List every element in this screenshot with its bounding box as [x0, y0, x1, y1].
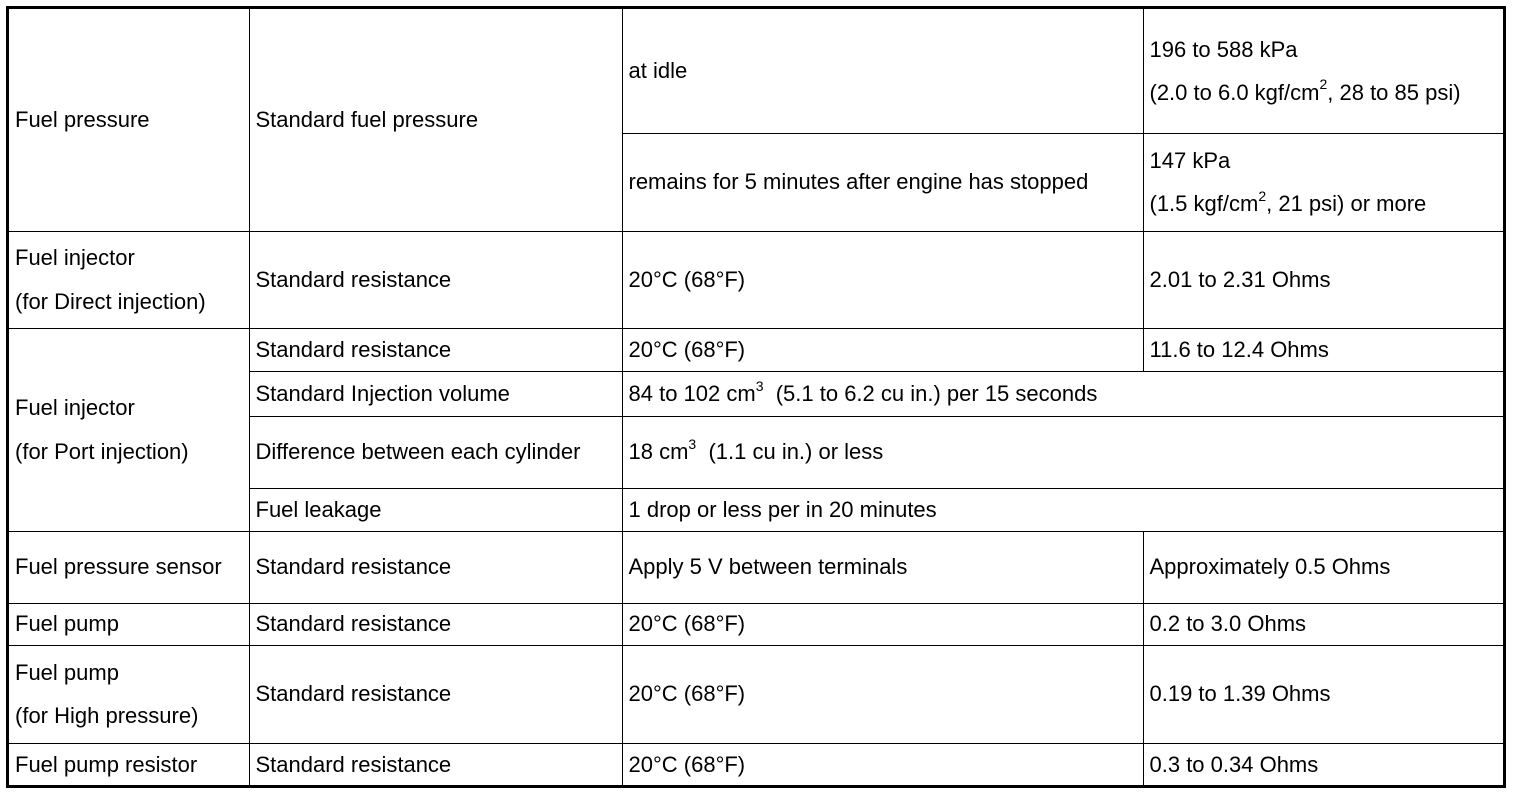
item-cell	[9, 531, 249, 603]
table-row	[9, 231, 1503, 328]
item-label: Fuel injector	[15, 245, 135, 271]
value-cell	[1143, 231, 1503, 328]
condition-text: 20°C (68°F)	[628, 611, 746, 637]
table-row	[9, 645, 1503, 743]
value-text: 147 kPa	[1149, 147, 1231, 173]
value-text: 0.3 to 0.34 Ohms	[1149, 751, 1319, 777]
value-text: 196 to 588 kPa	[1149, 36, 1298, 62]
value-cell	[1143, 531, 1503, 603]
condition-text: remains for 5 minutes after engine has stopped	[628, 169, 1089, 195]
check-label: Fuel leakage	[255, 496, 382, 522]
check-label: Difference between each cylinder	[255, 439, 581, 465]
condition-cell	[622, 328, 1143, 371]
check-cell	[249, 9, 622, 231]
value-cell	[1143, 328, 1503, 371]
value-cell	[1143, 743, 1503, 785]
condition-cell	[622, 645, 1143, 743]
condition-cell	[622, 531, 1143, 603]
value-text: 1 drop or less per in 20 minutes	[628, 496, 937, 522]
value-text: (1.5 kgf/$cm^2$, 21 psi) or more	[1149, 187, 1427, 216]
item-label: Fuel pump	[15, 611, 119, 637]
table-row	[9, 603, 1503, 645]
item-cell	[9, 743, 249, 785]
item-sublabel: (for Port injection)	[15, 438, 189, 464]
item-sublabel: (for Direct injection)	[15, 288, 206, 314]
condition-cell	[622, 133, 1143, 231]
value-cell	[622, 416, 1503, 488]
condition-cell	[622, 231, 1143, 328]
check-cell	[249, 371, 622, 416]
item-label: Fuel injector	[15, 395, 135, 421]
check-cell	[249, 743, 622, 785]
table-row	[9, 9, 1503, 133]
condition-text: 20°C (68°F)	[628, 266, 746, 292]
item-label: Fuel pump resistor	[15, 751, 198, 777]
condition-text: 20°C (68°F)	[628, 681, 746, 707]
check-label: Standard resistance	[255, 751, 452, 777]
check-cell	[249, 416, 622, 488]
check-cell	[249, 488, 622, 531]
value-cell	[622, 488, 1503, 531]
value-cell	[1143, 645, 1503, 743]
value-cell	[622, 371, 1503, 416]
check-label: Standard resistance	[255, 336, 452, 362]
check-cell	[249, 231, 622, 328]
value-text: (2.0 to 6.0 kgf/$cm^2$, 28 to 85 psi)	[1149, 76, 1461, 105]
item-cell	[9, 231, 249, 328]
fuel-system-spec-table	[9, 9, 1503, 785]
item-label: Fuel pressure sensor	[15, 554, 222, 580]
value-text: 11.6 to 12.4 Ohms	[1149, 336, 1329, 362]
check-cell	[249, 645, 622, 743]
spec-sheet	[6, 6, 1506, 788]
condition-cell	[622, 743, 1143, 785]
table-row	[9, 743, 1503, 785]
condition-text: Apply 5 V between terminals	[628, 554, 908, 580]
condition-text: at idle	[628, 58, 688, 84]
check-label: Standard resistance	[255, 681, 452, 707]
check-label: Standard resistance	[255, 554, 452, 580]
check-cell	[249, 603, 622, 645]
check-label: Standard fuel pressure	[255, 107, 479, 133]
item-cell	[9, 645, 249, 743]
condition-cell	[622, 603, 1143, 645]
item-cell	[9, 9, 249, 231]
value-text: 18 $cm^3$ (1.1 cu in.) or less	[628, 436, 884, 465]
condition-cell	[622, 9, 1143, 133]
check-cell	[249, 328, 622, 371]
value-cell	[1143, 9, 1503, 133]
value-cell	[1143, 133, 1503, 231]
table-row	[9, 328, 1503, 371]
table-row	[9, 531, 1503, 603]
item-cell	[9, 603, 249, 645]
check-label: Standard Injection volume	[255, 380, 510, 406]
check-label: Standard resistance	[255, 266, 452, 292]
condition-text: 20°C (68°F)	[628, 751, 746, 777]
value-text: 2.01 to 2.31 Ohms	[1149, 266, 1331, 292]
value-text: 0.19 to 1.39 Ohms	[1149, 681, 1331, 707]
item-cell	[9, 328, 249, 531]
value-text: 84 to 102 $cm^3$ (5.1 to 6.2 cu in.) per 15 seconds	[628, 377, 1098, 406]
item-label: Fuel pressure	[15, 107, 150, 133]
check-label: Standard resistance	[255, 611, 452, 637]
item-label: Fuel pump	[15, 659, 119, 685]
value-text: Approximately 0.5 Ohms	[1149, 554, 1391, 580]
check-cell	[249, 531, 622, 603]
value-cell	[1143, 603, 1503, 645]
item-sublabel: (for High pressure)	[15, 703, 199, 728]
condition-text: 20°C (68°F)	[628, 336, 746, 362]
value-text: 0.2 to 3.0 Ohms	[1149, 611, 1307, 637]
